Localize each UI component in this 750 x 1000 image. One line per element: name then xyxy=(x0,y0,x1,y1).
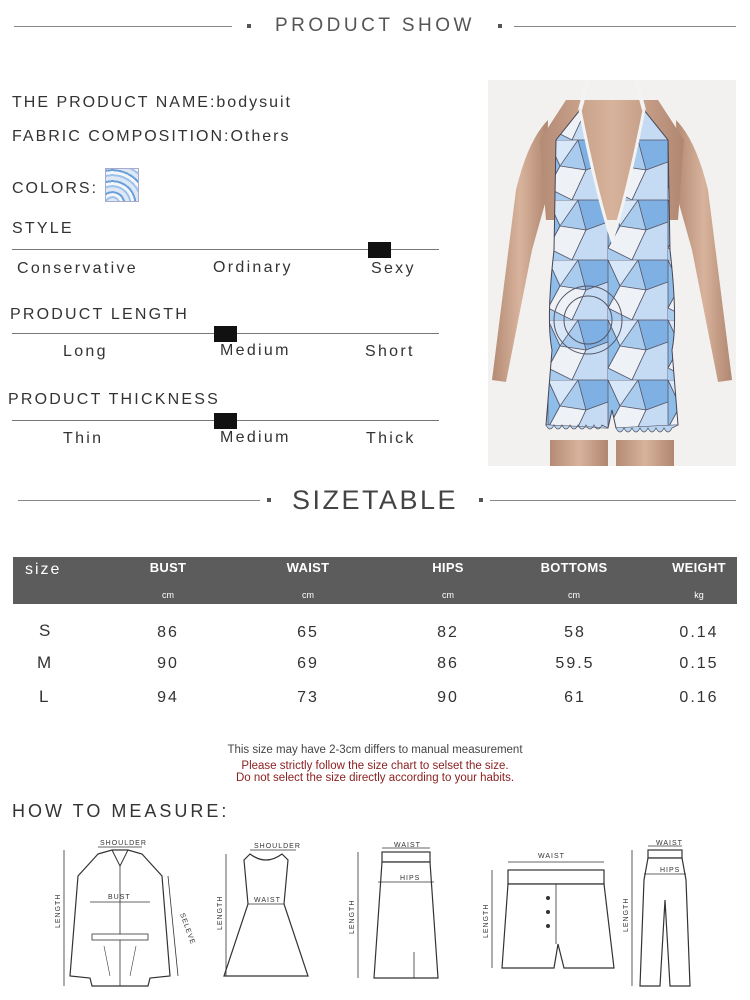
how-to-measure-title: HOW TO MEASURE: xyxy=(12,801,230,821)
sizetable-rule-right xyxy=(490,500,736,501)
col-header-bottoms: BOTTOMS xyxy=(540,560,608,575)
measure-figure-shorts xyxy=(478,848,618,976)
table-row-s-hips: 82 xyxy=(437,624,459,641)
jacket-shoulder-label: SHOULDER xyxy=(100,840,147,847)
shorts-length-label: LENGTH xyxy=(483,903,490,938)
table-row-m-weight: 0.15 xyxy=(679,655,719,672)
table-row-m-size: M xyxy=(37,653,52,672)
col-header-hips: HIPS xyxy=(432,560,464,575)
unit-waist: cm xyxy=(302,590,314,600)
table-row-l-size: L xyxy=(39,687,49,706)
length-option-medium: Medium xyxy=(220,342,291,359)
note-no-habit: Do not select the size directly according to your habits. xyxy=(235,772,515,784)
length-marker xyxy=(214,326,237,342)
unit-weight: kg xyxy=(694,590,704,600)
dress-length-label: LENGTH xyxy=(217,895,224,930)
jacket-sleeve-label: SELEVE xyxy=(178,912,197,946)
pants-length-label: LENGTH xyxy=(623,897,630,932)
table-row-l-bottoms: 61 xyxy=(564,689,586,706)
table-row-m-waist: 69 xyxy=(297,655,319,672)
product-name-label: THE PRODUCT NAME: xyxy=(12,94,217,111)
style-title: STYLE xyxy=(12,220,74,237)
table-row-s-bottoms: 58 xyxy=(564,624,586,641)
thickness-option-thin: Thin xyxy=(63,430,104,447)
product-photo[interactable] xyxy=(488,80,736,466)
mannequin-bodysuit-illustration xyxy=(488,80,736,466)
thickness-option-thick: Thick xyxy=(366,430,416,447)
note-follow-chart: Please strictly follow the size chart to selset the size. xyxy=(241,760,509,772)
product-name-value: bodysuit xyxy=(216,94,292,111)
style-option-conservative: Conservative xyxy=(17,260,138,277)
style-marker xyxy=(368,242,391,258)
sizetable-header xyxy=(0,477,750,523)
col-header-bust: BUST xyxy=(149,560,187,575)
shorts-waist-label: WAIST xyxy=(538,853,565,860)
col-header-size: size xyxy=(25,561,62,578)
style-option-sexy: Sexy xyxy=(371,260,416,277)
table-row-m-hips: 86 xyxy=(437,655,459,672)
table-row-m-bust: 90 xyxy=(157,655,179,672)
header-dot-right xyxy=(498,24,502,28)
note-measurement-diff: This size may have 2-3cm differs to manual measurement xyxy=(227,744,523,756)
measure-figure-pants xyxy=(620,840,710,990)
thickness-option-medium: Medium xyxy=(220,429,291,446)
length-option-short: Short xyxy=(365,343,415,360)
dress-waist-label: WAIST xyxy=(254,897,281,904)
product-show-header xyxy=(0,6,750,46)
table-row-m-bottoms: 59.5 xyxy=(555,655,595,672)
thickness-marker xyxy=(214,413,237,429)
measure-figure-skirt xyxy=(344,842,444,988)
sizetable-dot-right xyxy=(479,498,483,502)
style-option-ordinary: Ordinary xyxy=(213,259,293,276)
thickness-title: PRODUCT THICKNESS xyxy=(8,391,220,408)
table-row-l-hips: 90 xyxy=(437,689,459,706)
product-name-row xyxy=(12,94,292,112)
measure-figure-dress xyxy=(216,840,316,990)
unit-hips: cm xyxy=(442,590,454,600)
table-row-s-bust: 86 xyxy=(157,624,179,641)
header-rule-right xyxy=(514,26,736,27)
product-show-title: PRODUCT SHOW xyxy=(275,15,475,36)
fabric-value: Others xyxy=(230,128,291,145)
dress-shoulder-label: SHOULDER xyxy=(254,843,301,850)
length-title: PRODUCT LENGTH xyxy=(10,306,189,323)
skirt-waist-label: WAIST xyxy=(394,842,421,849)
fabric-label: FABRIC COMPOSITION: xyxy=(12,128,231,145)
skirt-length-label: LENGTH xyxy=(349,899,356,934)
table-row-l-bust: 94 xyxy=(157,689,179,706)
sizetable-title: SIZETABLE xyxy=(291,485,459,515)
table-row-s-weight: 0.14 xyxy=(679,624,719,641)
table-row-l-waist: 73 xyxy=(297,689,319,706)
jacket-length-label: LENGTH xyxy=(55,893,62,928)
table-row-l-weight: 0.16 xyxy=(679,689,719,706)
color-swatch-blue[interactable] xyxy=(105,168,139,202)
length-option-long: Long xyxy=(63,343,108,360)
colors-label: COLORS: xyxy=(12,180,99,197)
skirt-hips-label: HIPS xyxy=(400,875,421,882)
measure-figure-jacket xyxy=(50,836,200,992)
pants-waist-label: WAIST xyxy=(656,840,683,847)
col-header-weight: WEIGHT xyxy=(672,560,726,575)
col-header-waist: WAIST xyxy=(286,560,330,575)
pants-hips-label: HIPS xyxy=(660,867,681,874)
table-row-s-size: S xyxy=(39,621,51,640)
jacket-bust-label: BUST xyxy=(108,894,131,901)
table-row-s-waist: 65 xyxy=(297,624,319,641)
unit-bust: cm xyxy=(162,590,174,600)
unit-bottoms: cm xyxy=(568,590,580,600)
size-table-header xyxy=(13,557,737,604)
fabric-row xyxy=(12,128,290,146)
